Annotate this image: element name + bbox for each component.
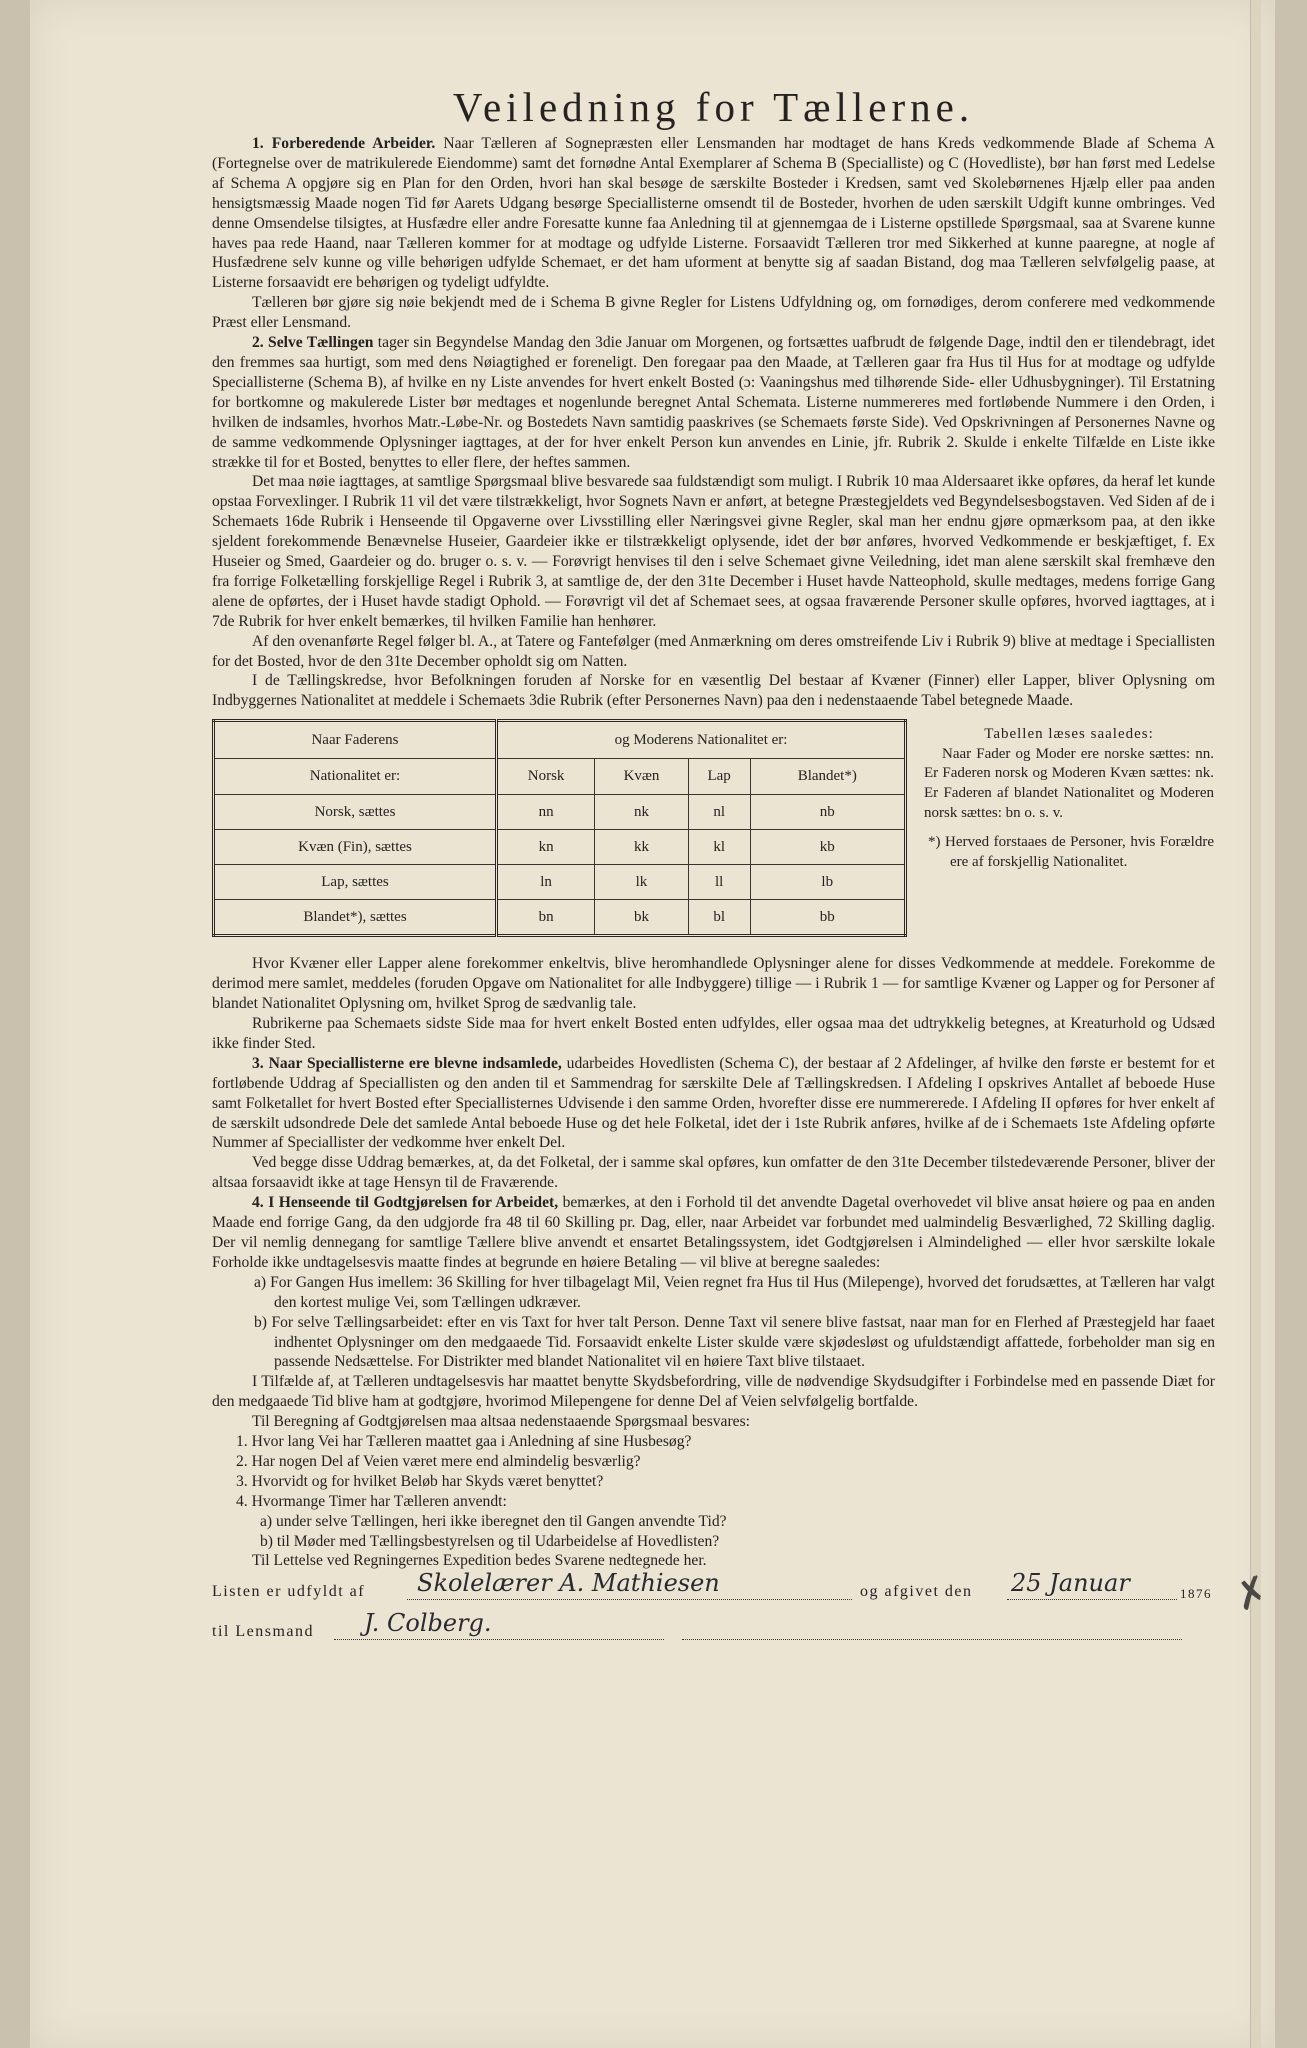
section-2-heading: Selve Tællingen (268, 334, 374, 352)
pencil-cross-mark: ✗ (1228, 1566, 1275, 1621)
section-2-number: 2. (252, 334, 264, 352)
table-row-label: Blandet*), sættes (214, 900, 497, 936)
table-cell: nb (750, 795, 905, 830)
section-4-item-b: b) For selve Tællingsarbeidet: efter en vis Taxt for hver talt Person. Denne Taxt vil senere blive fastsat, naar man for en Flerhed af Præstegjeld har faaet indhentet Oplysninger om den medgaaede Tid. Forsaavidt enkelte Lister skulde være skjødesløst og ufuldstændigt affattede, forbeholder man sig en passende Nedsættelse. For Distrikter med blandet Nationalitet vil en høiere Taxt blive tilstaaet. (254, 1313, 1215, 1371)
lensmand-signature: J. Colberg. (364, 1609, 492, 1638)
question-4b: b) til Møder med Tællingsbestyrelsen og til Udarbeidelse af Hovedlisten? (260, 1532, 720, 1550)
document-content (212, 80, 1215, 2015)
section-4-paragraph-1 (212, 1193, 1215, 1273)
section-1-paragraph-2: Tælleren bør gjøre sig nøie bekjendt med de i Schema B givne Regler for Listens Udfyldning og, om fornødiges, derom conferere med vedkommende Præst eller Lensmand. (212, 294, 1215, 332)
section-1-paragraph-1 (212, 134, 1215, 293)
lensmand-field (334, 1609, 664, 1640)
table-cell: kb (750, 830, 905, 865)
table-row (214, 865, 906, 900)
question-1: 1. Hvor lang Vei har Tælleren maattet gaa i Anledning af sine Husbesøg? (236, 1433, 692, 1451)
section-3-heading: Naar Speciallisterne ere blevne indsamlede, (268, 1054, 562, 1072)
question-2: 2. Har nogen Del af Veien været mere end almindelig besværlig? (236, 1452, 641, 1470)
date-label: og afgivet den (860, 1583, 973, 1601)
section-4-paragraph-4: Til Lettelse ved Regningernes Expedition bedes Svarene nedtegnede her. (252, 1552, 707, 1570)
filled-by-signature: Skolelærer A. Mathiesen (417, 1569, 720, 1598)
table-cell: bb (750, 900, 905, 936)
table-cell: nl (688, 795, 750, 830)
lensmand-extra-field (682, 1615, 1182, 1640)
section-4-paragraph-3: Til Beregning af Godtgjørelsen maa altsaa nedenstaaende Spørgsmaal besvares: (252, 1413, 750, 1431)
table-cell: bn (497, 900, 595, 936)
section-4-number: 4. (252, 1194, 264, 1212)
section-3-paragraph-1 (212, 1054, 1215, 1154)
table-cell: kk (595, 830, 689, 865)
filled-by-field (407, 1569, 852, 1600)
table-cell: nk (595, 795, 689, 830)
table-cell: bl (688, 900, 750, 936)
question-3: 3. Hvorvidt og for hvilket Beløb har Skyds været benyttet? (236, 1472, 604, 1490)
question-4: 4. Hvormange Timer har Tælleren anvendt: (236, 1492, 507, 1510)
table-cell: kl (688, 830, 750, 865)
table-side-note (924, 725, 1214, 872)
table-row (214, 900, 906, 936)
signature-line-lensmand (212, 1609, 1215, 1651)
after-table-paragraph-2: Rubrikerne paa Schemaets sidste Side maa for hvert enkelt Bosted enten udfyldes, eller ogsaa maa det udtrykkelig betegnes, at Kreaturhold og Udsæd ikke finder Sted. (212, 1015, 1215, 1052)
section-3-paragraph-2: Ved begge disse Uddrag bemærkes, at, da det Folketal, der i samme skal opføres, kun omfatter de den 31te December tilstedeværende Personer, bliver der altsaa forsaavidt ikke at tage Hensyn til de Fraværende. (212, 1154, 1215, 1192)
table-cell: lb (750, 865, 905, 900)
table-col-header: Lap (688, 759, 750, 795)
table-row (214, 795, 906, 830)
section-4-text: bemærkes, at den i Forhold til det anvendte Dagetal overhovedet vil blive ansat høiere og paa en anden Maade end forrige Gang, da den udgjorde fra 48 til 60 Skilling pr. Dag, eller, naar Arbeidet var forbundet med ualmindelig Besværlighed, 72 Skilling daglig. Der vil nemlig dennegang for samtlige Tællere blive anvendt et ensartet Betalingssystem, idet Godtgjørelsen i Almindelighed — eller hvor særskilte lokale Forholde ikke undtagelsesvis maatte findes at begrunde en høiere Betaling — vil blive at beregne saaledes: (212, 1194, 1215, 1271)
question-4a: a) under selve Tællingen, heri ikke iberegnet den til Gangen anvendte Tid? (260, 1512, 727, 1530)
section-2-paragraph-1 (212, 333, 1215, 472)
table-cell: ln (497, 865, 595, 900)
page-edge (1250, 0, 1261, 2048)
side-note-footnote: *) Herved forstaaes de Personer, hvis Forældre ere af forskjellig Nationalitet. (928, 834, 1214, 870)
table-corner-line1: Naar Faderens (214, 721, 497, 759)
table-cell: lk (595, 865, 689, 900)
table-row-label: Norsk, sættes (214, 795, 497, 830)
table-col-header: Norsk (497, 759, 595, 795)
table-col-header: Blandet*) (750, 759, 905, 795)
year-label: 1876 (1180, 1586, 1212, 1602)
table-row (214, 830, 906, 865)
lensmand-label: til Lensmand (212, 1623, 314, 1641)
section-4-item-a: a) For Gangen Hus imellem: 36 Skilling for hver tilbagelagt Mil, Veien regnet fra Hus til Hus (Milepenge), hvorved det forudsættes, at Tælleren har valgt den kortest mulige Vei, som Tællingen udkræver. (254, 1273, 1215, 1311)
date-field (1007, 1569, 1177, 1600)
after-table-paragraph-1: Hvor Kvæner eller Lapper alene forekommer enkeltvis, blive heromhandlede Oplysninger alene for disses Vedkommende at meddele. Forekomme de derimod mere samlet, meddeles (foruden Opgave om Nationalitet for alle Indbyggere) tillige — i Rubrik 1 — for samtlige Kvæner og Lapper og for Personer af blandet Nationalitet Oplysning om, hvilket Sprog de sædvanlig tale. (212, 955, 1215, 1013)
table-row-label: Lap, sættes (214, 865, 497, 900)
table-corner-line2: Nationalitet er: (214, 759, 497, 795)
section-3-text: udarbeides Hovedlisten (Schema C), der bestaar af 2 Afdelinger, af hvilke den første er bestemt for et fortløbende Uddrag af Speciallisten og den anden til et Sammendrag for særskilte Dele af Tællingskredsen. I Afdeling I opskrives Antallet af beboede Huse samt Folketallet for hvert Bosted efter Speciallisternes Udvisende i den samme Orden, hvorefter disse ere nummererede. I Afdeling II opføres for hver enkelt af de særskilt udsondrede Dele det samlede Antal beboede Huse og det hele Folketal, idet der i 1ste Rubrik anføres, hvilke af de i Schemaets 1ste Afdeling opførte Nummer af Speciallister der vedkomme hver enkelt Del. (212, 1054, 1216, 1152)
table-row-label: Kvæn (Fin), sættes (214, 830, 497, 865)
date-handwritten: 25 Januar (1011, 1569, 1130, 1598)
table-col-header: Kvæn (595, 759, 689, 795)
table-cell: bk (595, 900, 689, 936)
section-3-number: 3. (252, 1054, 264, 1072)
table-cell: kn (497, 830, 595, 865)
page-title: Veiledning for Tællerne. (452, 84, 975, 130)
filled-by-label: Listen er udfyldt af (212, 1583, 366, 1601)
table-column-group-header: og Moderens Nationalitet er: (497, 721, 906, 759)
side-note-heading: Tabellen læses saaledes: (984, 726, 1154, 743)
document-page (30, 0, 1275, 2048)
table-cell: nn (497, 795, 595, 830)
section-1-text: Naar Tælleren af Sognepræsten eller Lensmanden har modtaget de hans Kreds vedkommende Blade af Schema A (Fortegnelse over de matrikulerede Eiendomme) samt det fornødne Antal Exemplarer af Schema B (Specialliste) og C (Hovedliste), bør han først med Ledelse af Schema A opgjøre sig en Plan for den Orden, hvori han skal besøge de særskilte Bosteder i Kredsen, samt ved Skolebørnenes Hjælp eller paa anden hensigtsmæssig Maade nogen Tid før Aarets Udgang besørge Speciallisterne omsendt til de Bosteder, hvorhen de uden særskilt Udgift kunne ombringes. Ved denne Omsendelse tilsigtes, at Husfædre eller andre Foresatte kunne faa Anledning til at gjennemgaa de i Listerne opstillede Spørgsmaal, saa at Svarene kunne haves paa rede Haand, naar Tælleren kommer for at modtage og udfylde Listerne. Forsaavidt Tælleren tror med Sikkerhed at kunne paaregne, at nogle af Husfædrene selv kunne og ville behørigen udfylde Schemaet, er det ham uforment at benytte sig af saadan Bistand, dog maa Tælleren selvfølgelig paase, at Listerne forsaavidt ere behørigen og tydeligt udfyldte. (212, 135, 1215, 292)
table-cell: ll (688, 865, 750, 900)
section-1-heading: Forberedende Arbeider. (271, 135, 436, 152)
section-4-heading: I Henseende til Godtgjørelsen for Arbeidet, (268, 1194, 559, 1212)
section-2-paragraph-4: I de Tællingskredse, hvor Befolkningen foruden af Norske for en væsentlig Del bestaar af Kvæner (Finner) eller Lapper, bliver Oplysning om Indbyggernes Nationalitet at meddele i Schemaets 3die Rubrik (efter Personernes Navn) paa den i nedenstaaende Tabel betegnede Maade. (212, 672, 1215, 710)
section-2-text: tager sin Begyndelse Mandag den 3die Januar om Morgenen, og fortsættes uafbrudt de følgende Dage, indtil den er tilendebragt, idet den fremmes saa hurtigt, som med dens Nøiagtighed er foreneligt. Den foregaar paa den Maade, at Tælleren gaar fra Hus til Hus for at modtage og udfylde Speciallisterne (Schema B), af hvilke en ny Liste anvendes for hvert enkelt Bosted (ɔ: Vaaningshus med tilhørende Side- eller Udhusbygninger). Til Erstatning for bortkomne og makulerede Lister bør medtages et nogenlunde beregnet Antal Schemata. Listerne nummereres med fortløbende Nummere i den Orden, i hvilken de indsamles, hvorhos Matr.-Løbe-Nr. og Bostedets Navn samtidig paaskrives (se Schemaets første Side). Ved Opskrivningen af Personernes Navne og de samme vedkommende Oplysninger iagttages, at der for hver enkelt Person kun anvendes en Linie, jfr. Rubrik 2. Skulde i enkelte Tilfælde en Liste ikke strække til for et Bosted, benyttes to eller flere, der heftes sammen. (212, 334, 1215, 471)
nationality-table-block (212, 719, 1215, 944)
nationality-table (212, 719, 907, 937)
section-2-paragraph-2: Det maa nøie iagttages, at samtlige Spørgsmaal blive besvarede saa fuldstændigt som muligt. I Rubrik 10 maa Aldersaaret ikke opføres, da heraf let kunde opstaa Forvexlinger. I Rubrik 11 vil det være tilstrækkeligt, hvor Sognets Navn er anført, at betegne Præstegjeldets ved Begyndelsesbogstaven. Ved Siden af de i Schemaets 16de Rubrik i Henseende til Opgaverne over Livsstilling eller Næringsvei givne Regler, skal man her endnu gjøre opmærksom paa, at den ikke sjeldent forekommende Benævnelse Huseier, Gaardeier ikke er tilstrækkeligt oplysende, idet der bør anføres, hvorved Vedkommende er beskjæftiget, f. Ex Huseier og Smed, Gaardeier og do. bruger o. s. v. — Forøvrigt henvises til den i selve Schemaet givne Veiledning, idet man alene særskilt skal fremhæve den fra forrige Folketælling forskjellige Regel i Rubrik 3, at samtlige de, der den 31te December i Huset havde Natteophold, skulle medtages, medens forrige Gang alene de opførtes, der i Huset havde stadigt Ophold. — Forøvrigt vil det af Schemaet sees, at ogsaa fraværende Personer skulle opføres, hvorved iagttages, at i 7de Rubrik for hver enkelt bemærkes, til hvilken Familie han henhører. (212, 473, 1215, 630)
section-2-paragraph-3: Af den ovenanførte Regel følger bl. A., at Tatere og Fantefølger (med Anmærkning om deres omstreifende Liv i Rubrik 9) blive at medtage i Speciallisten for det Bosted, hvor de den 31te December opholdt sig om Natten. (212, 632, 1215, 670)
section-4-paragraph-2: I Tilfælde af, at Tælleren undtagelsesvis har maattet benytte Skydsbefordring, ville de nødvendige Skydsudgifter i Forbindelse med en passende Diæt for den medgaaede Tid blive ham at godtgjøre, hvorimod Milepengene for denne Del af Veien selvfølgelig bortfalde. (212, 1373, 1215, 1411)
side-note-text: Naar Fader og Moder ere norske sættes: nn. Er Faderen norsk og Moderen Kvæn sættes: nk. Er Faderen af blandet Nationalitet og Moderen norsk sættes: bn o. s. v. (924, 745, 1214, 821)
signature-line-filled-by (212, 1569, 1215, 1611)
section-1-number: 1. (252, 135, 264, 152)
